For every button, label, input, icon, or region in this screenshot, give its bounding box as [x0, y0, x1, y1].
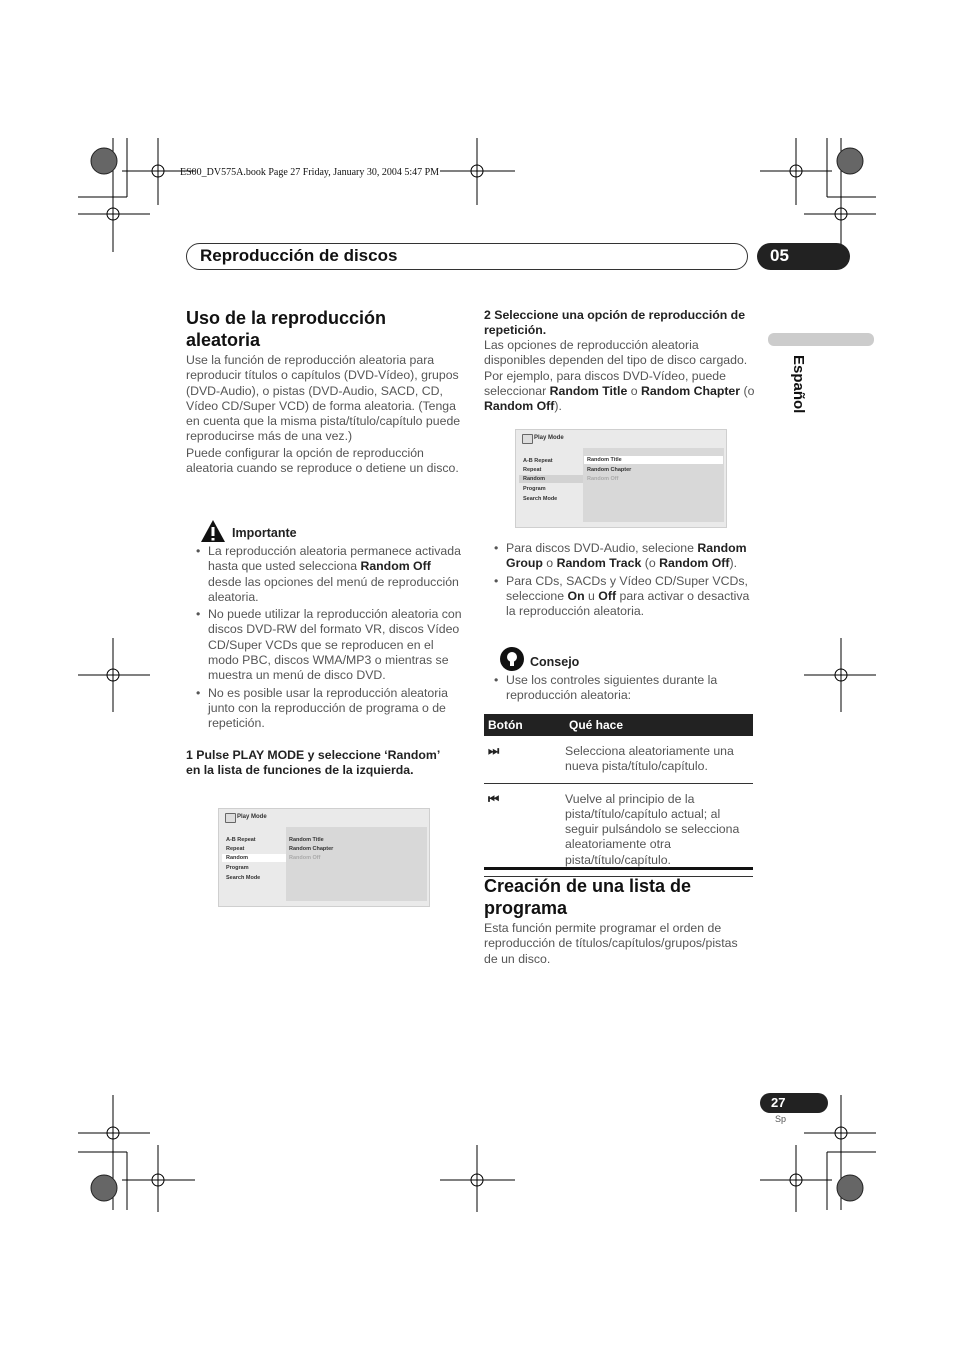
previous-track-icon: ⏮	[484, 783, 565, 876]
menu-item: A-B Repeat	[226, 837, 256, 843]
menu-item-selected: Random	[222, 854, 286, 862]
menu-item: Repeat	[226, 846, 245, 852]
option-item: Random Title	[289, 837, 324, 843]
menu-item: Search Mode	[226, 875, 261, 881]
menu-item: Search Mode	[523, 496, 558, 502]
option-item-selected: Random Title	[584, 456, 723, 464]
menu-item: Program	[226, 865, 249, 871]
page-language: Sp	[775, 1114, 787, 1124]
menu-item-selected: Random	[519, 475, 583, 483]
menu-item: Repeat	[523, 467, 542, 473]
intro-paragraph: Use la función de reproducción aleatoria para reproducir títulos o capítulos (DVD-Vídeo), grupos (DVD-Audio), o pistas (DVD-Audio, SACD, CD, Vídeo CD/Super VCD) de forma aleatoria. (Tenga en cuenta que la misma pista/título/capítulo puede reproducirse más de una vez.)	[186, 353, 461, 444]
section-divider	[484, 867, 753, 870]
list-item: • No puede utilizar la reproducción aleatoria con discos DVD-RW del formato VR, discos Vídeo CD/Super VCDs que se reproducen en el modo PBC, discos WMA/MP3 o mientras se muestra un menú de disco DVD.	[186, 607, 462, 683]
option-item: Random Chapter	[587, 467, 632, 473]
menu-item: Program	[523, 486, 546, 492]
list-item: • Para CDs, SACDs y Vídeo CD/Super VCDs, seleccione On u Off para activar o desactiva la reproducción aleatoria.	[484, 574, 760, 620]
step-1: 1 Pulse PLAY MODE y seleccione ‘Random’ en la lista de funciones de la izquierda.	[186, 748, 440, 778]
step-2: 2 Seleccione una opción de reproducción de repetición.	[484, 308, 746, 338]
section-title-program: Creación de una lista de programa	[484, 876, 692, 918]
program-text: Esta función permite programar el orden de reproducción de títulos/capítulos/grupos/pistas de un disco.	[484, 921, 738, 966]
disc-icon	[522, 434, 533, 444]
left-column	[186, 353, 462, 476]
warning-icon	[200, 519, 226, 543]
screen-title: Play Mode	[534, 435, 564, 441]
random-options-list	[484, 541, 760, 621]
disc-icon	[225, 813, 236, 823]
list-item: • La reproducción aleatoria permanece activada hasta que usted selecciona Random Off desde las opciones del menú de reproducción aleatoria.	[186, 544, 462, 605]
page-title: Reproducción de discos	[200, 246, 398, 265]
column-header: Qué hace	[565, 714, 753, 736]
menu-item: A-B Repeat	[523, 458, 553, 464]
option-item: Random Chapter	[289, 846, 334, 852]
play-mode-screen-2	[515, 429, 727, 528]
list-item: • No es posible usar la reproducción aleatoria junto con la reproducción de programa o de repetición.	[186, 686, 462, 732]
controls-table	[484, 714, 753, 877]
table-header	[484, 714, 753, 736]
screen-title: Play Mode	[237, 814, 267, 820]
book-file-line: ES00_DV575A.book Page 27 Friday, January 30, 2004 5:47 PM	[180, 167, 440, 178]
play-mode-screen-1	[218, 808, 430, 907]
language-tab	[768, 333, 874, 346]
table-cell: Selecciona aleatoriamente una nueva pista/título/capítulo.	[565, 736, 753, 783]
language-label: Español	[790, 355, 807, 414]
list-item: • Para discos DVD-Audio, selecione Random Group o Random Track (o Random Off).	[484, 541, 760, 572]
column-header: Botón	[484, 714, 565, 736]
step-2-text: Las opciones de reproducción aleatoria disponibles dependen del tipo de disco cargado. Por ejemplo, para discos DVD-Vídeo, puede seleccionar Random Title o Random Chapter (o Random Off).	[484, 338, 755, 414]
section-title-random: Uso de la reproducción aleatoria	[186, 308, 387, 350]
page-number: 27	[771, 1095, 786, 1110]
option-item: Random Off	[289, 855, 321, 861]
lightbulb-icon	[499, 646, 525, 672]
tip-list	[484, 673, 760, 706]
tip-label: Consejo	[530, 655, 580, 669]
table-cell: Vuelve al principio de la pista/título/capítulo actual; al seguir pulsándolo se selecciona aleatoriamente otra pista/título/capítulo.	[565, 783, 753, 876]
important-label: Importante	[232, 526, 297, 540]
option-item: Random Off	[587, 476, 619, 482]
table-row	[484, 783, 753, 876]
intro-paragraph-2: Puede configurar la opción de reproducción aleatoria cuando se reproduce o detiene un disco.	[186, 445, 459, 476]
list-item: • Use los controles siguientes durante la reproducción aleatoria:	[484, 673, 760, 704]
next-track-icon: ⏭	[484, 736, 565, 783]
chapter-number: 05	[770, 246, 789, 265]
important-list	[186, 544, 462, 734]
table-row	[484, 736, 753, 783]
